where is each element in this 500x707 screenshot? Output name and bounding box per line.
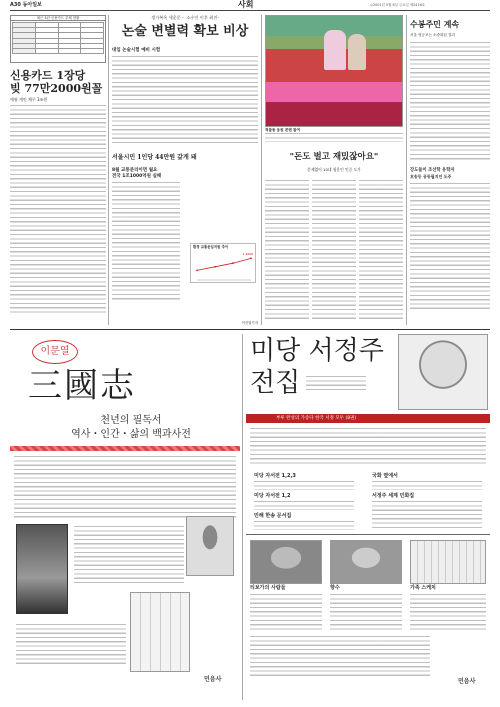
page-header (0, 0, 500, 10)
center-kicker: 생가복옥 세운문・ 소수인 이후 최진- (151, 15, 219, 20)
thumb-1-title: 티보가의 사람들 (250, 585, 286, 591)
photo-figure (324, 30, 346, 70)
ad-author: 이문열 (32, 340, 78, 364)
ad-rule-inner (246, 534, 490, 535)
left-deck: 매월 개인 채무 3조원 (10, 97, 48, 102)
chart-point (250, 258, 252, 260)
ad-book-4: 국화 옆에서 (372, 473, 398, 479)
ad-three-kingdoms (10, 334, 240, 700)
center-sub-1: 대입 논술시험 예비 시험 (112, 48, 161, 53)
ad-book-1: 미당 자서전 1,2,3 (254, 473, 296, 479)
chart-svg (191, 244, 257, 284)
center-headline: 논술 변별력 확보 비상 (121, 24, 249, 39)
ad-divider (242, 334, 243, 700)
ad-book-2-desc (254, 501, 354, 510)
ad-rule (10, 329, 490, 330)
poet-sketch (398, 334, 488, 410)
ad-book-list (74, 526, 184, 586)
right-body-1 (410, 42, 490, 162)
chart-series-line (197, 258, 251, 270)
ad-book-5-desc (372, 501, 482, 529)
center-body-1 (112, 56, 258, 144)
ad-book-2: 미당 자서전 1,2 (254, 493, 291, 499)
ad-book-4-desc (372, 481, 482, 490)
ad-title-2: 전집 (250, 368, 301, 398)
col-divider (261, 15, 262, 325)
ad-book-1-desc (254, 481, 354, 490)
thumb-3-title: 가족 스케치 (410, 585, 436, 591)
chart-value-label: 1,1000 (242, 252, 253, 256)
quote-sub: 문제없이 10대 청운인 인증 도가 (307, 167, 361, 172)
ad-footer-text (250, 636, 430, 676)
thumb-2-desc (330, 594, 402, 630)
ad-sub: 부루 완성의 가송다 한국 서정 모두 (8권) (276, 416, 357, 421)
header-rule (10, 10, 490, 11)
page-label: A30 동아일보 (10, 2, 42, 8)
flower-photo (265, 15, 403, 127)
table-cell (58, 48, 81, 53)
quote-headline: "돈도 벌고 재밌잖아요" (289, 152, 379, 162)
center-byline: 이진열기자 (241, 320, 258, 325)
thumb-3 (410, 540, 486, 584)
center-sub-3: 8월 교통분리이면 월요 (112, 168, 158, 173)
section-title: 사회 (238, 0, 254, 9)
mini-chart (190, 243, 256, 283)
thumb-2 (330, 540, 402, 584)
ad-publisher: 민음사 (204, 676, 222, 683)
photo-figure (348, 34, 366, 70)
right-sub-2: 강도들이 조선학 유학자 (410, 168, 455, 173)
ad-title-1: 미당 서정주 (250, 336, 384, 366)
chart-point (232, 262, 234, 264)
ad-author-portrait (186, 516, 234, 576)
table-cell (81, 48, 104, 53)
ad-sub-banner (246, 414, 490, 423)
left-headline-2: 빚 77만2000원꼴 (10, 82, 103, 95)
ad-book-3-desc (254, 521, 354, 530)
bond-table (10, 21, 106, 63)
table-cell (13, 48, 36, 53)
thumb-2-title: 향수 (330, 585, 340, 591)
photo-story (265, 15, 403, 325)
center-body-2 (112, 182, 180, 302)
ad-tag-1: 천년의 필독서 (100, 415, 162, 426)
center-sub-2: 서울시민 1인당 44만원 갚게 돼 (112, 154, 197, 161)
right-body-2 (410, 183, 490, 311)
photo-caption-text (265, 133, 403, 142)
right-column (410, 15, 490, 325)
ad-red-band (10, 446, 240, 451)
ad-seo-jeongju (246, 334, 490, 700)
right-headline: 수봉주민 계속 (410, 19, 460, 29)
ad-right-publisher: 민음사 (458, 678, 476, 685)
chart-title: 환경 교통운임지원 추이 (193, 245, 229, 249)
center-sub-4: 전국 1조1000억원 실패 (112, 174, 162, 179)
left-headline: 신용카드 1장당 (10, 69, 86, 82)
chart-point (196, 270, 198, 272)
col-divider (406, 15, 407, 325)
date-line: ◎2001년 5월 8일 금요일 제2416호 (370, 3, 426, 7)
photo-caption: 적들동 응원 콘텐 참여 (265, 128, 300, 132)
ad-order-list (16, 624, 126, 664)
chart-point (214, 266, 216, 268)
left-column (10, 15, 106, 325)
ad-body (14, 456, 236, 518)
ad-tag-2: 역사・인간・삶의 백과사전 (71, 429, 191, 440)
ad-book-3: 민해 한송 문서집 (254, 513, 292, 519)
thumb-1 (250, 540, 322, 584)
right-sub: 서울 영등포는 소중화된 결과 (410, 33, 456, 37)
ad-book-5: 서정주 세계 민화집 (372, 493, 415, 499)
ad-intro (306, 376, 366, 392)
ad-book-cover (16, 524, 68, 614)
table-title: 최근 3년 신용카드 부채 현황 (10, 15, 106, 21)
ad-title: 三國志 (28, 366, 136, 406)
right-sub-3: 호송등 공동필지인 도주 (410, 174, 452, 179)
story-body (265, 180, 403, 320)
col-divider (108, 15, 109, 325)
table-cell (35, 48, 58, 53)
thumb-1-desc (250, 594, 322, 630)
left-body-text (10, 105, 106, 315)
thumb-3-desc (410, 594, 486, 630)
ad-book-set (130, 592, 190, 672)
ad-right-body (250, 428, 486, 464)
debt-table (12, 22, 104, 54)
